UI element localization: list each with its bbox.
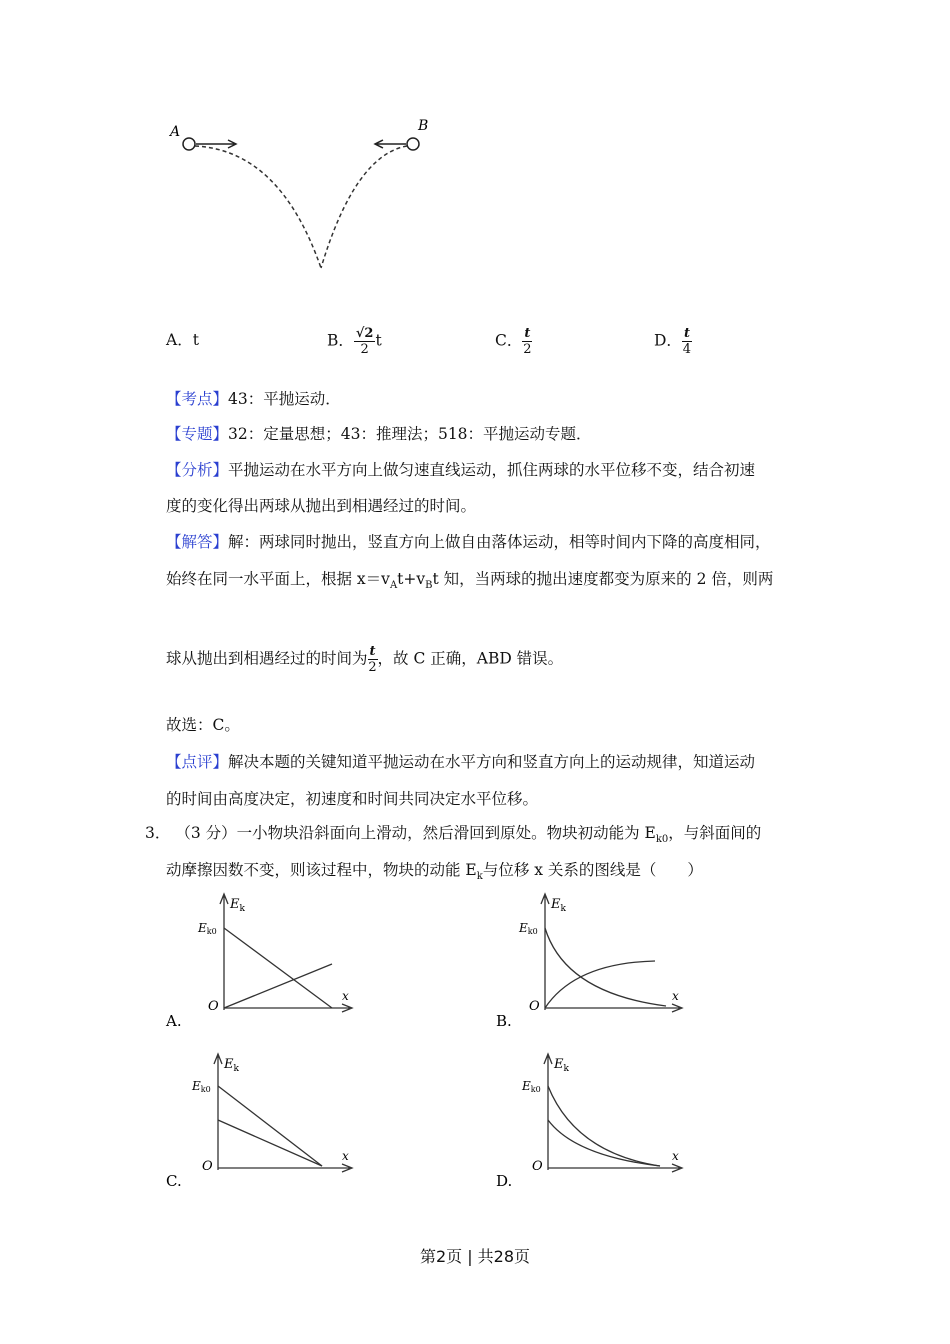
option-b-den: 2 — [360, 342, 369, 357]
option-b-num: √2 — [355, 326, 374, 341]
t2b: t+v — [397, 570, 426, 588]
y-axis — [220, 894, 228, 1010]
kaodian-text: 43：平抛运动． — [228, 390, 341, 408]
option-d — [654, 326, 692, 357]
dianping — [166, 750, 755, 772]
dianping-tag: 【点评】 — [166, 753, 229, 771]
x-label: x — [342, 989, 349, 1003]
option-d-num: t — [683, 326, 690, 341]
t3b: ，故 C 正确，ABD 错误。 — [377, 649, 564, 668]
arrow-b — [375, 140, 406, 148]
jieda-tag: 【解答】 — [166, 533, 229, 551]
x-label: x — [672, 989, 679, 1003]
q3-sub2: k — [476, 871, 483, 883]
curve-1 — [548, 1086, 660, 1166]
y-axis — [541, 894, 549, 1010]
option-b-suffix: t — [375, 331, 382, 350]
ek0-label: Ek0 — [192, 1079, 211, 1094]
ek0-label: Ek0 — [198, 921, 217, 936]
graph-option-b — [490, 888, 700, 1038]
t3a: 球从抛出到相遇经过的时间为 — [166, 649, 368, 668]
ek0-label: Ek0 — [519, 921, 538, 936]
ek-label: $E_k$ — [551, 897, 566, 914]
sub-b: B — [425, 580, 433, 592]
option-c-num: t — [524, 326, 531, 341]
fenxi-tag: 【分析】 — [166, 461, 229, 479]
origin-label: O — [202, 1159, 213, 1174]
ek-label: $E_k$ — [554, 1057, 569, 1074]
projectile-figure — [160, 110, 450, 280]
x-axis — [548, 1164, 682, 1172]
frac-num: t — [369, 644, 376, 659]
y-axis — [544, 1054, 552, 1170]
x-axis — [218, 1164, 352, 1172]
option-d-prefix: D． — [654, 331, 682, 350]
jieda-line3 — [166, 644, 563, 675]
dianping-line2: 的时间由高度决定，初速度和时间共同决定水平位移。 — [166, 790, 539, 808]
q3-t2a: 动摩擦因数不变，则该过程中，物块的动能 E — [166, 861, 477, 879]
graph-option-a — [160, 888, 370, 1038]
frac-den: 2 — [368, 660, 377, 675]
curve-2 — [548, 1120, 660, 1166]
curve-1 — [224, 928, 332, 1008]
q3-sub1: k0 — [655, 834, 669, 846]
label-a: A — [170, 124, 181, 140]
ball-a — [183, 138, 195, 150]
option-label: D. — [496, 1172, 513, 1190]
fenxi-line2: 度的变化得出两球从抛出到相遇经过的时间。 — [166, 497, 477, 515]
option-label: A. — [166, 1012, 182, 1030]
zhuanti-tag: 【专题】 — [166, 425, 229, 443]
option-label: B. — [496, 1012, 512, 1030]
t2c: t 知，当两球的抛出速度都变为原来的 2 倍，则两 — [432, 570, 774, 588]
jieda — [166, 530, 771, 552]
origin-label: O — [529, 999, 540, 1014]
fenxi-text1: 平抛运动在水平方向上做匀速直线运动，抓住两球的水平位移不变，结合初速 — [228, 461, 756, 479]
option-b — [327, 326, 382, 357]
q3-t1a: （3 分）一小物块沿斜面向上滑动，然后滑回到原处。物块初动能为 E — [175, 824, 656, 842]
kaodian — [166, 387, 341, 409]
ek-label: $E_k$ — [224, 1057, 239, 1074]
x-axis — [224, 1004, 352, 1012]
curve-2 — [224, 964, 332, 1008]
q3-line1 — [145, 821, 761, 845]
label-b: B — [418, 118, 429, 134]
graph-option-d — [490, 1048, 700, 1198]
option-label: C. — [166, 1172, 182, 1190]
sub-a: A — [389, 580, 398, 592]
y-axis — [214, 1054, 222, 1170]
q3-line2 — [166, 858, 703, 882]
option-a: A．t — [166, 331, 199, 349]
kaodian-tag: 【考点】 — [166, 390, 229, 408]
arrow-a — [196, 140, 236, 148]
trajectory-a — [195, 146, 321, 268]
ek0-label: Ek0 — [522, 1079, 541, 1094]
t2a: 始终在同一水平面上，根据 x＝v — [166, 570, 390, 588]
q3-t2b: 与位移 x 关系的图线是（ ） — [482, 861, 703, 879]
q3-t1b: ，与斜面间的 — [668, 824, 762, 842]
zhuanti-text: 32：定量思想；43：推理法；518：平抛运动专题． — [228, 425, 592, 443]
origin-label: O — [208, 999, 219, 1014]
option-c-den: 2 — [523, 342, 532, 357]
ek-label: $E_k$ — [230, 897, 245, 914]
x-label: x — [672, 1149, 679, 1163]
answer: 故选：C。 — [166, 716, 240, 734]
jieda-line2 — [166, 567, 773, 591]
origin-label: O — [532, 1159, 543, 1174]
option-c — [495, 326, 532, 357]
zhuanti — [166, 422, 592, 444]
option-d-den: 4 — [682, 342, 692, 357]
jieda-text1: 解：两球同时抛出，竖直方向上做自由落体运动，相等时间内下降的高度相同， — [228, 533, 771, 551]
q3-number: 3． — [145, 824, 171, 842]
fenxi — [166, 458, 755, 480]
dianping-text1: 解决本题的关键知道平抛运动在水平方向和竖直方向上的运动规律，知道运动 — [228, 753, 756, 771]
option-c-prefix: C． — [495, 331, 523, 350]
page-footer: 第2页 | 共28页 — [419, 1247, 531, 1266]
trajectory-b — [321, 146, 407, 268]
option-b-prefix: B． — [327, 331, 354, 350]
curve-1 — [218, 1086, 322, 1166]
ball-b — [407, 138, 419, 150]
x-label: x — [342, 1149, 349, 1163]
graph-option-c — [160, 1048, 370, 1198]
curve-2 — [218, 1120, 322, 1166]
